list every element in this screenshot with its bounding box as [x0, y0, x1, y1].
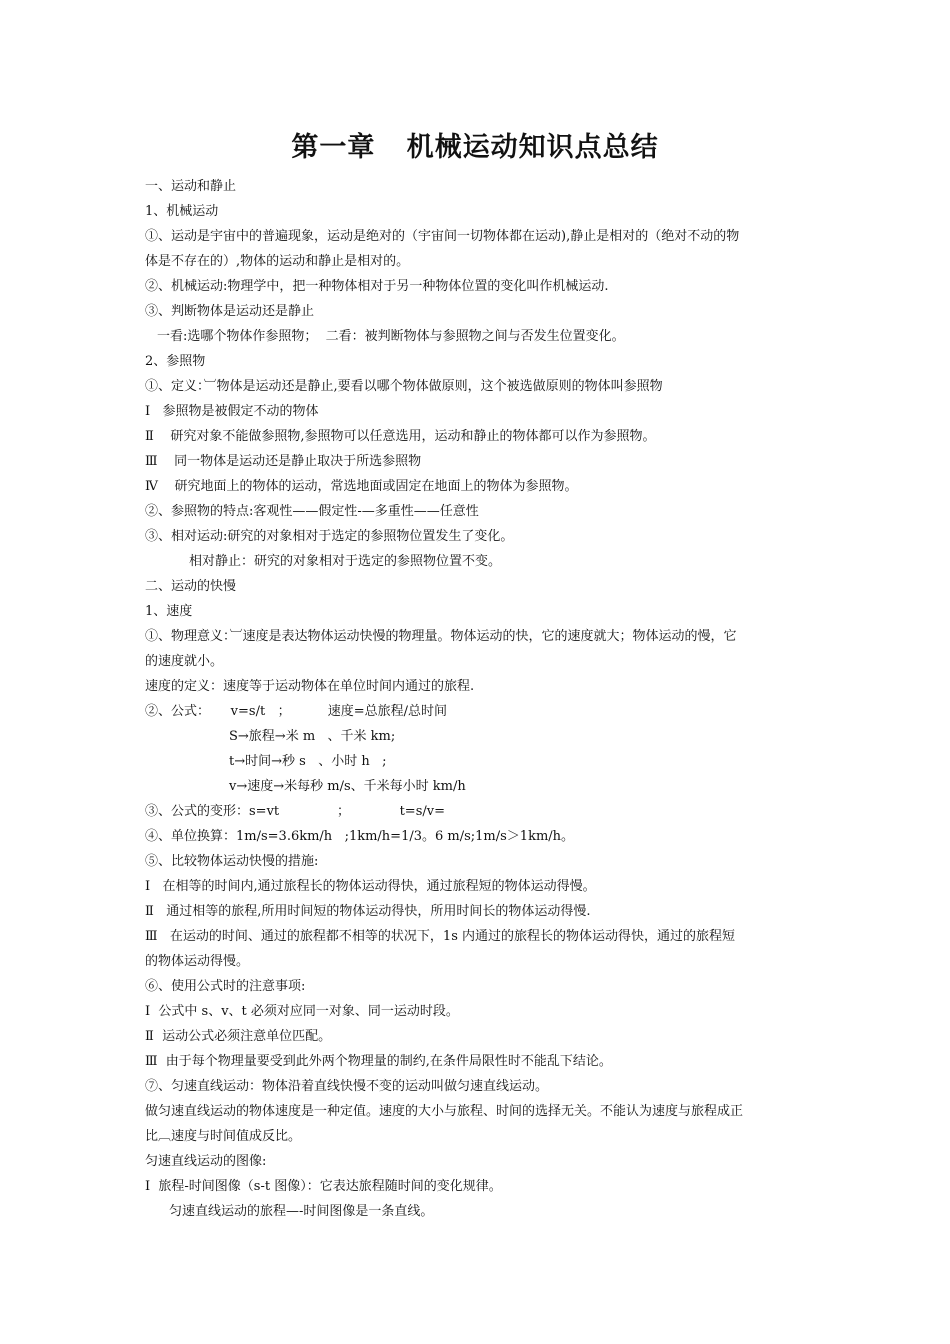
section-heading-2: 二、运动的快慢 [145, 579, 237, 594]
list-item: Ⅱ 通过相等的旅程,所用时间短的物体运动得快，所用时间长的物体运动得慢. [145, 904, 591, 919]
subsection-heading: 1、速度 [145, 604, 193, 619]
list-item: Ⅲ 由于每个物理量要受到此外两个物理量的制约,在条件局限性时不能乱下结论。 [145, 1054, 612, 1069]
subsection-heading: 1、机械运动 [145, 204, 219, 219]
paragraph-line: ⑦、匀速直线运动：物体沿着直线快慢不变的运动叫做匀速直线运动。 [145, 1079, 549, 1094]
paragraph-line: ③、相对运动:研究的对象相对于选定的参照物位置发生了变化。 [145, 529, 514, 544]
list-item: Ⅱ 运动公式必须注意单位匹配。 [145, 1029, 332, 1044]
formula-line: ④、单位换算：1m/s=3.6km/h ;1km/h=1/3。6 m/s;1m/s＞1km/h。 [145, 829, 575, 844]
list-item: Ⅰ 参照物是被假定不动的物体 [145, 404, 319, 419]
paragraph-line: 的速度就小。 [145, 654, 224, 669]
list-item: Ⅲ 同一物体是运动还是静止取决于所选参照物 [145, 454, 422, 469]
paragraph-line: 匀速直线运动的图像: [145, 1154, 267, 1169]
section-heading-1: 一、运动和静止 [145, 179, 237, 194]
paragraph-line: 做匀速直线运动的物体速度是一种定值。速度的大小与旅程、时间的选择无关。不能认为速度与旅程成正 [145, 1104, 744, 1119]
formula-line: S→旅程→米 m 、千米 km; [229, 729, 396, 744]
paragraph-line: 一看:选哪个物体作参照物； 二看：被判断物体与参照物之间与否发生位置变化。 [157, 329, 625, 344]
paragraph-line: ⑤、比较物体运动快慢的措施: [145, 854, 319, 869]
list-item: Ⅲ 在运动的时间、通过的旅程都不相等的状况下，1s 内通过的旅程长的物体运动得快，通过的旅程短 [145, 929, 736, 944]
paragraph-line: ②、参照物的特点:客观性——假定性-—多重性——任意性 [145, 504, 479, 519]
list-item: Ⅱ 研究对象不能做参照物,参照物可以任意选用，运动和静止的物体都可以作为参照物。 [145, 429, 656, 444]
list-item: Ⅳ 研究地面上的物体的运动，常选地面或固定在地面上的物体为参照物。 [145, 479, 578, 494]
formula-line: ②、公式： v=s/t ； 速度=总旅程/总时间 [145, 704, 448, 719]
paragraph-line: 匀速直线运动的旅程—-时间图像是一条直线。 [169, 1204, 434, 1219]
paragraph-line: ③、判断物体是运动还是静止 [145, 304, 315, 319]
formula-line: ③、公式的变形：s=vt ； t=s/v= [145, 804, 445, 819]
paragraph-line: 相对静止：研究的对象相对于选定的参照物位置不变。 [189, 554, 502, 569]
document-title: 第一章 机械运动知识点总结 [291, 132, 659, 163]
paragraph-line: ⑥、使用公式时的注意事项: [145, 979, 306, 994]
document-body [145, 174, 810, 1224]
paragraph-line: ①、定义：︺物体是运动还是静止,要看以哪个物体做原则，这个被选做原则的物体叫参照物 [145, 379, 663, 394]
formula-line: t→时间→秒 s 、小时 h ; [229, 754, 387, 769]
paragraph-line: 体是不存在的）,物体的运动和静止是相对的。 [145, 254, 410, 269]
list-item: Ⅰ 在相等的时间内,通过旅程长的物体运动得快，通过旅程短的物体运动得慢。 [145, 879, 596, 894]
paragraph-line: ①、运动是宇宙中的普遍现象，运动是绝对的（宇宙间一切物体都在运动),静止是相对的（绝对不动的物 [145, 229, 740, 244]
paragraph-line: ①、物理意义：︺速度是表达物体运动快慢的物理量。物体运动的快，它的速度就大；物体运动的慢，它 [145, 629, 737, 644]
paragraph-line: ②、机械运动:物理学中，把一种物体相对于另一种物体位置的变化叫作机械运动. [145, 279, 609, 294]
paragraph-line: 速度的定义：速度等于运动物体在单位时间内通过的旅程. [145, 679, 475, 694]
list-item: Ⅰ 旅程-时间图像（s-t 图像）：它表达旅程随时间的变化规律。 [145, 1179, 502, 1194]
paragraph-line: 比︹速度与时间值成反比。 [145, 1129, 302, 1144]
list-item: Ⅰ 公式中 s、v、t 必须对应同一对象、同一运动时段。 [145, 1004, 459, 1019]
list-item: 的物体运动得慢。 [145, 954, 250, 969]
subsection-heading: 2、参照物 [145, 354, 206, 369]
formula-line: v→速度→米每秒 m/s、千米每小时 km/h [229, 779, 466, 794]
